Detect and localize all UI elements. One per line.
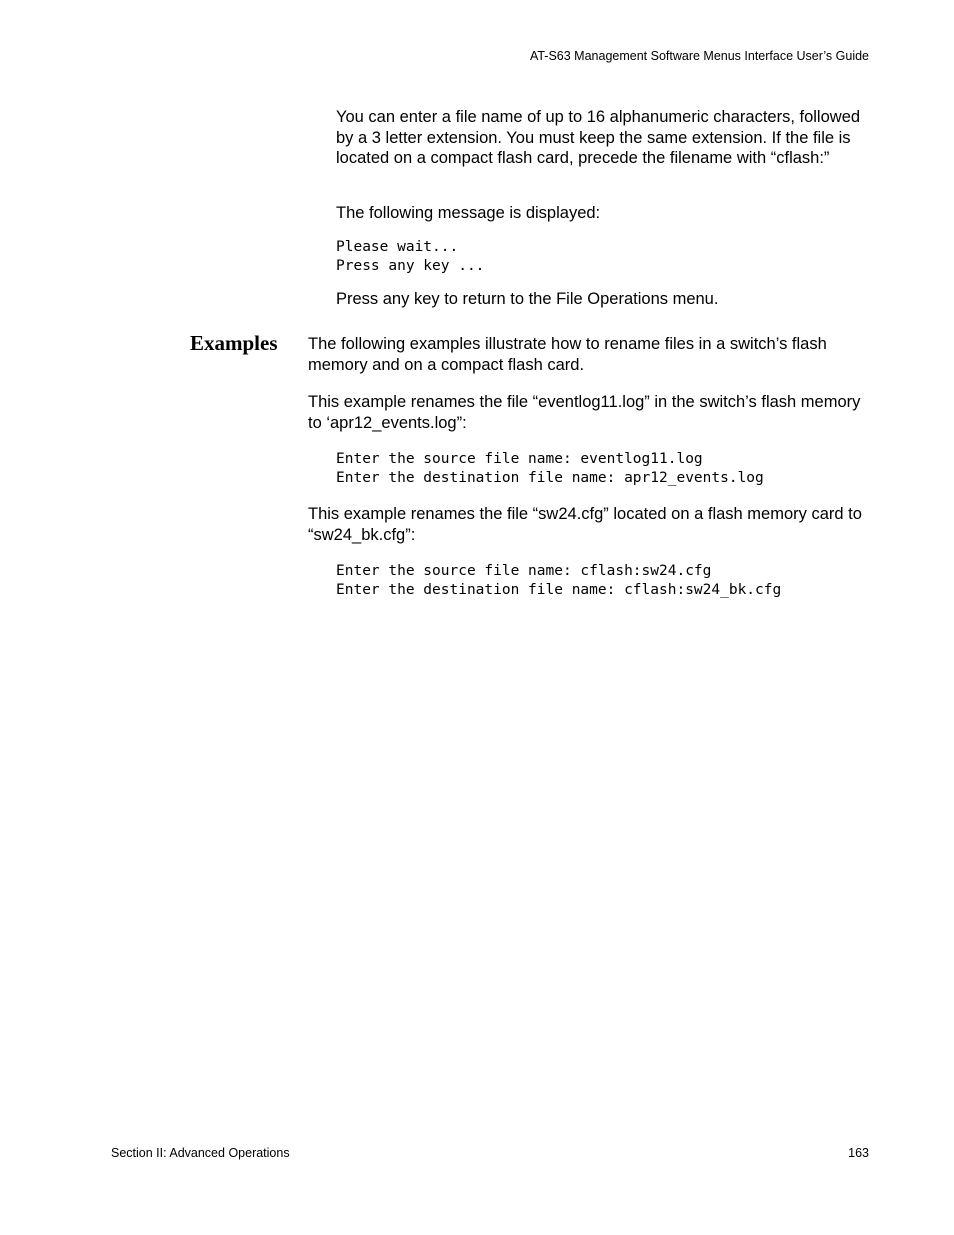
example1-description [308,392,878,433]
examples-intro [308,334,878,375]
code-line: Enter the destination file name: cflash:sw24_bk.cfg [336,581,782,598]
examples-heading: Examples [190,331,278,355]
intro-paragraph-return [336,289,876,310]
footer-section: Section II: Advanced Operations [111,1146,290,1160]
code-line: Enter the destination file name: apr12_events.log [336,469,764,486]
code-line: Please wait... [336,239,459,255]
page-header: AT-S63 Management Software Menus Interface User’s Guide [529,49,869,63]
return-menu-text: Press any key to return to the File Operations menu. [336,290,719,308]
intro-paragraph-message [336,203,876,224]
example1-code-block [336,450,876,487]
intro-paragraph-filename [336,107,876,169]
code-line: Press any key ... [336,257,485,274]
footer-page-number: 163 [848,1146,869,1160]
code-line: Enter the source file name: eventlog11.log [336,451,703,467]
example2-description [308,504,878,545]
wait-code-block [336,238,876,275]
examples-intro-text: The following examples illustrate how to rename files in a switch’s flash memory and on a compact flash card. [308,335,827,374]
example1-text: This example renames the file “eventlog11.log” in the switch’s flash memory to ‘apr12_events.log”: [308,393,861,432]
example2-text: This example renames the file “sw24.cfg” located on a flash memory card to “sw24_bk.cfg”: [308,505,862,544]
example2-code-block [336,562,876,599]
filename-rules-text: You can enter a file name of up to 16 alphanumeric characters, followed by a 3 letter extension. You must keep the same extension. If the file is located on a compact flash card, precede the filename with “cflash:” [336,108,861,167]
code-line: Enter the source file name: cflash:sw24.cfg [336,563,712,579]
message-displayed-text: The following message is displayed: [336,204,601,222]
